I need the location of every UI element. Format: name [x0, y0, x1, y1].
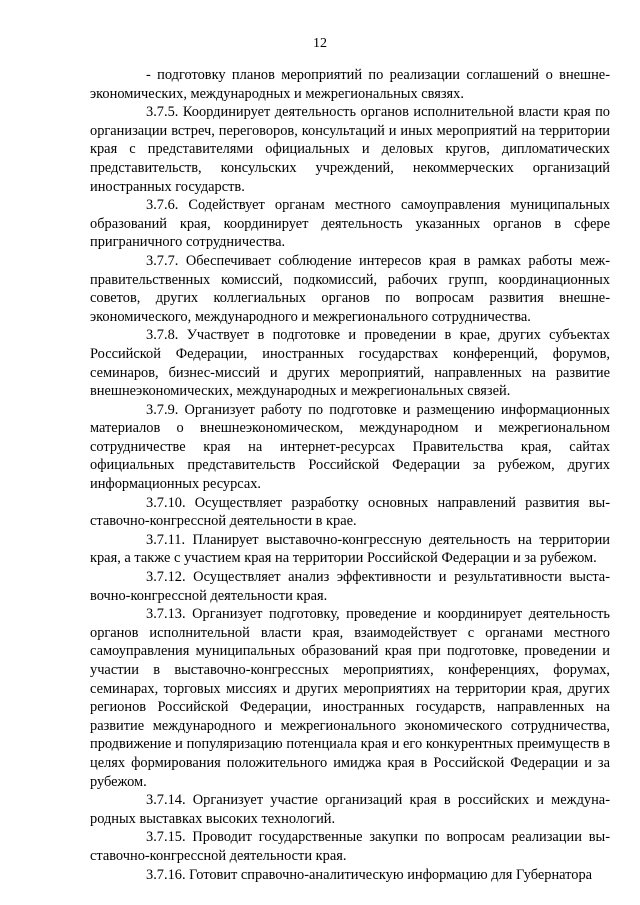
paragraph-3-7-15: 3.7.15. Проводит государственные закупки по вопросам реализации выставочно-конгрессной деятельности края. [90, 829, 610, 864]
paragraph-3-7-14: 3.7.14. Организует участие организаций края в российских и международных выставках высоких технологий. [90, 792, 610, 827]
paragraph-3-7-7: 3.7.7. Обеспечивает соблюдение интересов края в рамках работы межправительственных комиссий, подкомиссий, рабочих групп, координационных советов, других коллегиальных органов по вопросам развития внешнеэкономического, международного и межрегионального сотрудничества. [90, 252, 610, 325]
paragraph-3-7-11: 3.7.11. Планирует выставочно-конгрессную деятельность на территории края, а также с участием края на территории Российской Федерации и за рубежом. [90, 531, 610, 567]
paragraph-3-7-8: 3.7.8. Участвует в подготовке и проведении в крае, других субъектах Российской Федерации, иностранных государствах конференций, форумов, семинаров, бизнес-миссий и других мероприятий, направленных на развитие внешнеэкономических, международных и межрегиональных связей. [90, 327, 610, 400]
paragraph-list-item-plans: - подготовку планов мероприятий по реализации соглашений о внешнеэкономических, международных и межрегиональных связях. [90, 67, 610, 102]
paragraph-3-7-12: 3.7.12. Осуществляет анализ эффективности и результативности выставочно-конгрессной деятельности края. [90, 569, 610, 604]
paragraph-3-7-10: 3.7.10. Осуществляет разработку основных направлений развития выставочно-конгрессной деятельности в крае. [90, 494, 610, 530]
page-number: 12 [313, 36, 327, 51]
paragraph-3-7-6: 3.7.6. Содействует органам местного самоуправления муниципальных образований края, координирует деятельность указанных органов в сфере приграничного сотрудничества. [90, 197, 610, 251]
document-body [90, 66, 610, 884]
paragraph-3-7-13: 3.7.13. Организует подготовку, проведение и координирует деятельность органов исполнительной власти края, взаимодействует с органами местного самоуправления муниципальных образований края при подготовке, проведении и участии в выставочно-конгрессных мероприятиях, конференциях, форумах, семинарах, торговых миссиях и других мероприятиях на территории края, других регионов Российской Федерации, иностранных государств, направленных на развитие международного и межрегионального экономического сотрудничества, продвижение и популяризацию потенциала края и его конкурентных преимуществ в целях формирования положительного имиджа края в Российской Федерации и за рубежом. [90, 606, 610, 790]
paragraph-3-7-5: 3.7.5. Координирует деятельность органов исполнительной власти края по организации встреч, переговоров, консультаций и иных мероприятий на территории края с представителями официальных и деловых кругов, дипломатических представительств, консульских учреждений, некоммерческих организаций иностранных государств. [90, 104, 610, 195]
paragraph-3-7-16: 3.7.16. Готовит справочно-аналитическую информацию для Губернатора [146, 866, 593, 883]
paragraph-3-7-9: 3.7.9. Организует работу по подготовке и размещению информационных материалов о внешнеэкономическом, международном и межрегиональном сотрудничестве края на интернет-ресурсах Правительства края, сайтах официальных представительств Российской Федерации за рубежом, других информационных ресурсах. [90, 401, 610, 493]
